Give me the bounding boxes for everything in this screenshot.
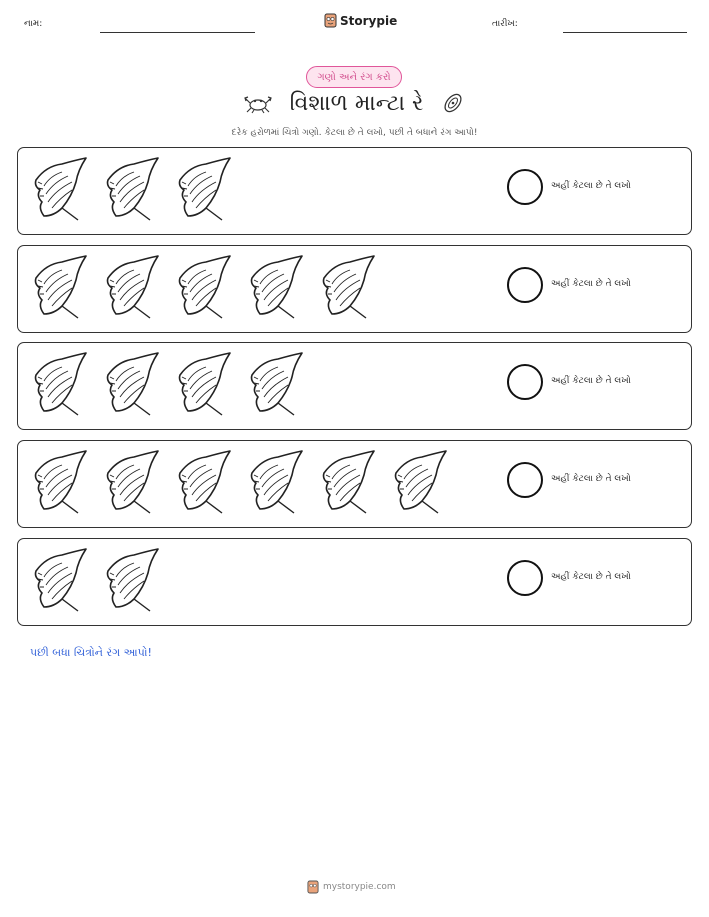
manta-ray-icon: [104, 547, 162, 613]
answer-circle[interactable]: [507, 267, 543, 303]
brand-name: Storypie: [340, 13, 398, 28]
date-label: તારીખ:: [492, 19, 518, 29]
answer-label: અહીં કેટલા છે તે લખો: [551, 279, 631, 289]
ray-group: [32, 449, 450, 515]
manta-ray-icon: [320, 449, 378, 515]
manta-ray-icon: [32, 156, 90, 222]
crab-icon: [243, 92, 273, 114]
manta-ray-icon: [176, 254, 234, 320]
storypie-logo-icon: [324, 13, 337, 28]
manta-ray-icon: [248, 449, 306, 515]
title-row: [0, 90, 709, 116]
manta-ray-icon: [32, 254, 90, 320]
manta-ray-icon: [104, 351, 162, 417]
answer-circle[interactable]: [507, 169, 543, 205]
count-row: [17, 538, 692, 626]
instructions: દરેક હરોળમાં ચિત્રો ગણો. કેટલા છે તે લખો, પછી તે બધાને રંગ આપો!: [231, 128, 478, 138]
count-row: [17, 440, 692, 528]
ray-group: [32, 547, 162, 613]
coloring-reminder: પછી બધા ચિત્રોને રંગ આપો!: [30, 646, 152, 659]
count-row: [17, 342, 692, 430]
manta-ray-icon: [32, 547, 90, 613]
answer-circle[interactable]: [507, 560, 543, 596]
manta-ray-icon: [176, 156, 234, 222]
manta-ray-icon: [176, 351, 234, 417]
answer-label: અહીં કેટલા છે તે લખો: [551, 572, 631, 582]
activity-tag: ગણો અને રંગ કરો: [306, 66, 402, 88]
answer-circle[interactable]: [507, 364, 543, 400]
manta-ray-icon: [104, 156, 162, 222]
manta-ray-icon: [104, 449, 162, 515]
manta-ray-icon: [176, 449, 234, 515]
ray-group: [32, 156, 234, 222]
count-row: [17, 147, 692, 235]
manta-ray-icon: [32, 351, 90, 417]
answer-label: અહીં કેટલા છે તે લખો: [551, 376, 631, 386]
answer-label: અહીં કેટલા છે તે લખો: [551, 181, 631, 191]
answer-label: અહીં કેટલા છે તે લખો: [551, 474, 631, 484]
site-url: mystorypie.com: [323, 882, 396, 892]
name-line[interactable]: [100, 32, 255, 33]
manta-ray-icon: [320, 254, 378, 320]
manta-ray-icon: [32, 449, 90, 515]
ray-group: [32, 254, 378, 320]
name-label: નામ:: [24, 19, 43, 29]
date-line[interactable]: [563, 32, 687, 33]
page-title: વિશાળ માન્ટા રે: [289, 90, 424, 116]
storypie-logo-icon: [307, 880, 319, 894]
ray-group: [32, 351, 306, 417]
manta-ray-icon: [104, 254, 162, 320]
site-credit: [307, 880, 396, 894]
manta-ray-icon: [392, 449, 450, 515]
manta-ray-icon: [248, 254, 306, 320]
brand-logo: [324, 13, 397, 28]
answer-circle[interactable]: [507, 462, 543, 498]
sea-creature-icon: [440, 90, 466, 116]
manta-ray-icon: [248, 351, 306, 417]
count-row: [17, 245, 692, 333]
